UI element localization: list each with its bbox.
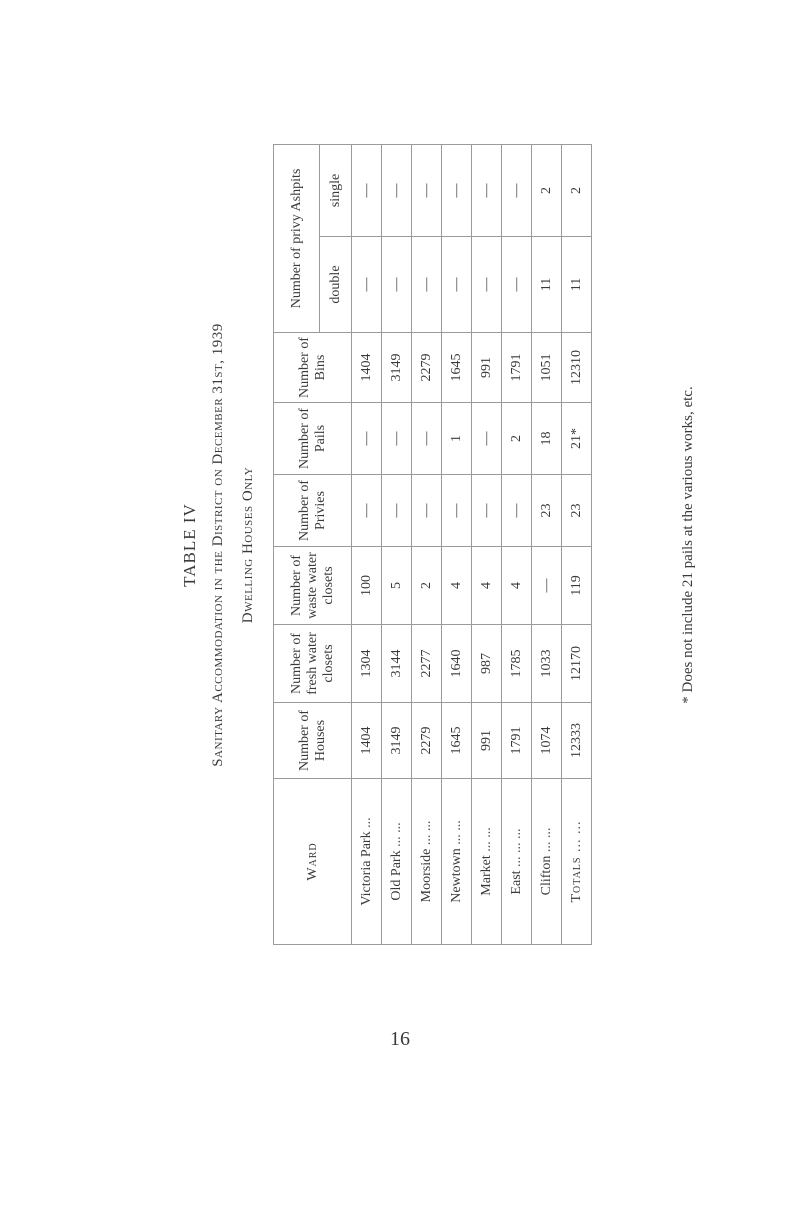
cell-waste: 4 xyxy=(502,547,532,625)
cell-pails: — xyxy=(352,403,382,475)
total-pails: 21* xyxy=(562,403,592,475)
header-privy-ashpits: Number of privy Ashpits xyxy=(274,144,320,332)
header-privies: Number of Privies xyxy=(274,475,352,547)
table-row xyxy=(412,144,442,944)
ward-name: Victoria Park xyxy=(358,831,374,906)
cell-pails: — xyxy=(382,403,412,475)
cell-single: 2 xyxy=(532,144,562,236)
cell-bins: 1645 xyxy=(442,333,472,403)
cell-double: — xyxy=(412,237,442,333)
cell-waste: 2 xyxy=(412,547,442,625)
table-row xyxy=(472,144,502,944)
cell-houses: 1074 xyxy=(532,703,562,779)
cell-double: — xyxy=(352,237,382,333)
total-double: 11 xyxy=(562,237,592,333)
cell-privies: — xyxy=(502,475,532,547)
leader-dots: ... ... ... xyxy=(508,828,524,867)
sanitary-accommodation-table xyxy=(273,144,592,945)
cell-fresh: 1785 xyxy=(502,625,532,703)
cell-single: — xyxy=(412,144,442,236)
cell-bins: 3149 xyxy=(382,333,412,403)
cell-single: — xyxy=(442,144,472,236)
header-fresh-water-closets: Number of fresh water closets xyxy=(274,625,352,703)
total-privies: 23 xyxy=(562,475,592,547)
cell-houses: 1645 xyxy=(442,703,472,779)
cell-waste: 5 xyxy=(382,547,412,625)
header-pails: Number of Pails xyxy=(274,403,352,475)
header-waste-water-closets: Number of waste water closets xyxy=(274,547,352,625)
cell-pails: 1 xyxy=(442,403,472,475)
leader-dots: ... xyxy=(358,817,374,828)
table-subtitle: Sanitary Accommodation in the District on December 31st, 1939 xyxy=(210,323,226,767)
cell-privies: — xyxy=(472,475,502,547)
table-row xyxy=(382,144,412,944)
cell-bins: 1791 xyxy=(502,333,532,403)
table-title: TABLE IV xyxy=(180,503,199,587)
total-bins: 12310 xyxy=(562,333,592,403)
header-ashpits-single: single xyxy=(320,144,352,236)
cell-houses: 1791 xyxy=(502,703,532,779)
cell-single: — xyxy=(352,144,382,236)
header-bins: Number of Bins xyxy=(274,333,352,403)
cell-fresh: 2277 xyxy=(412,625,442,703)
cell-waste: 4 xyxy=(472,547,502,625)
cell-privies: — xyxy=(412,475,442,547)
cell-houses: 1404 xyxy=(352,703,382,779)
cell-privies: — xyxy=(442,475,472,547)
cell-waste: 100 xyxy=(352,547,382,625)
cell-single: — xyxy=(502,144,532,236)
cell-fresh: 1033 xyxy=(532,625,562,703)
total-single: 2 xyxy=(562,144,592,236)
cell-fresh: 1640 xyxy=(442,625,472,703)
table-row xyxy=(442,144,472,944)
leader-dots: ... ... xyxy=(388,822,404,847)
cell-pails: — xyxy=(472,403,502,475)
rotated-content xyxy=(180,145,800,945)
cell-single: — xyxy=(382,144,412,236)
ward-name: East xyxy=(508,870,524,895)
table-row xyxy=(532,144,562,944)
cell-bins: 1404 xyxy=(352,333,382,403)
leader-dots: ... ... xyxy=(448,820,464,845)
totals-label: Totals xyxy=(568,856,584,903)
cell-bins: 2279 xyxy=(412,333,442,403)
cell-bins: 991 xyxy=(472,333,502,403)
page-number: 16 xyxy=(390,1028,410,1050)
leader-dots: ... ... xyxy=(538,827,554,853)
leader-dots: ... ... xyxy=(418,820,434,846)
cell-double: — xyxy=(442,237,472,333)
cell-fresh: 3144 xyxy=(382,625,412,703)
totals-row xyxy=(562,144,592,944)
cell-double: — xyxy=(502,237,532,333)
total-fresh: 12170 xyxy=(562,625,592,703)
leader-dots: ... ... xyxy=(478,827,494,852)
cell-houses: 2279 xyxy=(412,703,442,779)
cell-privies: 23 xyxy=(532,475,562,547)
table-subtitle-2: Dwelling Houses Only xyxy=(240,466,256,624)
cell-privies: — xyxy=(352,475,382,547)
total-waste: 119 xyxy=(562,547,592,625)
cell-pails: — xyxy=(412,403,442,475)
footnote: * Does not include 21 pails at the various works, etc. xyxy=(680,386,696,704)
cell-fresh: 987 xyxy=(472,625,502,703)
cell-double: 11 xyxy=(532,237,562,333)
cell-single: — xyxy=(472,144,502,236)
cell-pails: 2 xyxy=(502,403,532,475)
cell-double: — xyxy=(472,237,502,333)
ward-name: Moorside xyxy=(418,848,434,903)
table-row xyxy=(352,144,382,944)
header-ward: Ward xyxy=(274,779,352,945)
ward-name: Clifton xyxy=(538,855,554,896)
cell-houses: 3149 xyxy=(382,703,412,779)
cell-fresh: 1304 xyxy=(352,625,382,703)
cell-privies: — xyxy=(382,475,412,547)
total-houses: 12333 xyxy=(562,703,592,779)
ward-name: Old Park xyxy=(388,850,404,901)
cell-double: — xyxy=(382,237,412,333)
cell-waste: — xyxy=(532,547,562,625)
cell-bins: 1051 xyxy=(532,333,562,403)
cell-pails: 18 xyxy=(532,403,562,475)
header-houses: Number of Houses xyxy=(274,703,352,779)
header-ashpits-double: double xyxy=(320,237,352,333)
leader-dots: ... ... xyxy=(568,820,584,853)
ward-name: Newtown xyxy=(448,848,464,903)
ward-name: Market xyxy=(478,855,494,896)
cell-waste: 4 xyxy=(442,547,472,625)
cell-houses: 991 xyxy=(472,703,502,779)
table-row xyxy=(502,144,532,944)
